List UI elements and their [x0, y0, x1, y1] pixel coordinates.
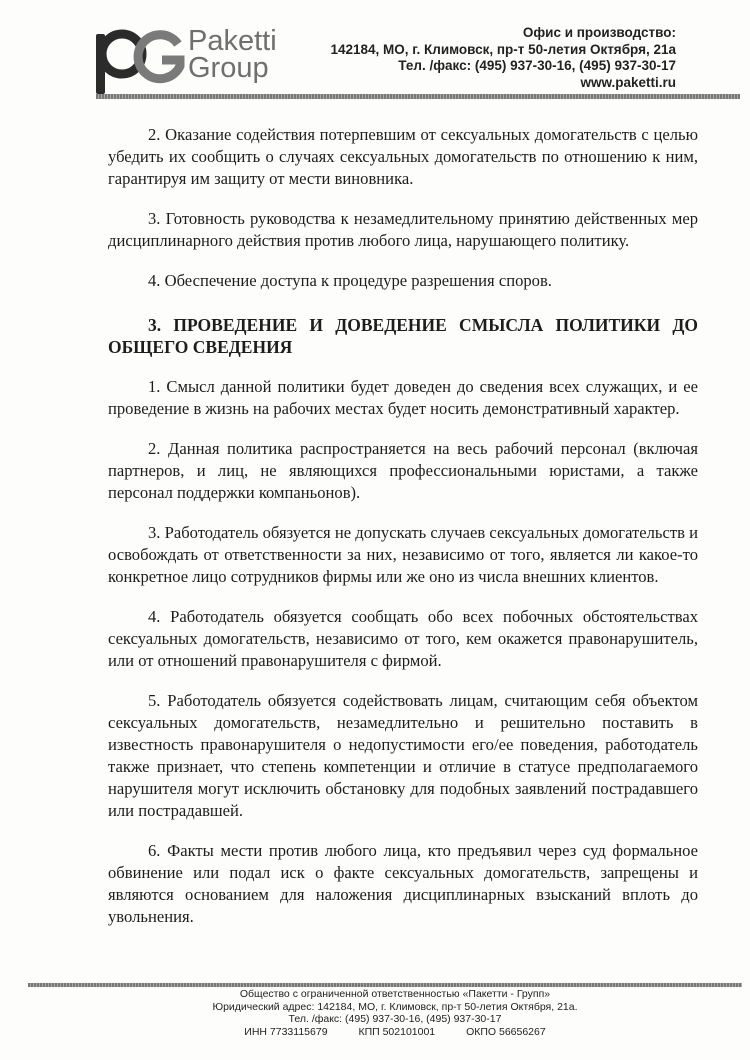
- office-address: 142184, МО, г. Климовск, пр-т 50-летия Октября, 21а: [330, 41, 676, 57]
- office-heading: Офис и производство:: [522, 25, 676, 40]
- logo-pg-mark-icon: [90, 22, 190, 97]
- company-logo: [90, 22, 300, 97]
- section-heading: 3. ПРОВЕДЕНИЕ И ДОВЕДЕНИЕ СМЫСЛА ПОЛИТИКИ ДО ОБЩЕГО СВЕДЕНИЯ: [108, 315, 698, 357]
- section-paragraph-5: 5. Работодатель обязуется содействовать лицам, считающим себя объектом сексуальных домогательств, незамедлительно и решительно поставить в известность правонарушителя о недопустимости его/ее поведения, работодатель также признает, что степень компетенции и отличие в статусе предполагаемого нарушителя могут исключить обстановку для подобных заявлений пострадавшего или пострадавшей.: [108, 691, 698, 820]
- footer-okpo: ОКПО 56656267: [466, 1025, 546, 1038]
- logo-word-paketti: Paketti: [188, 25, 277, 57]
- logo-wordmark: [188, 25, 277, 84]
- section-paragraph-4: 4. Работодатель обязуется сообщать обо всех побочных обстоятельствах сексуальных домогательств, независимо от того, кем окажется правонарушитель, или от отношений правонарушителя с фирмой.: [108, 607, 698, 670]
- paragraph-item-2: 2. Оказание содействия потерпевшим от сексуальных домогательств с целью убедить их сообщить о случаях сексуальных домогательств по отношению к ним, гарантируя им защиту от мести виновника.: [108, 125, 698, 188]
- office-contact-block: [330, 25, 676, 91]
- office-phone: Тел. /факс: (495) 937-30-16, (495) 937-30-17: [398, 58, 676, 73]
- section-paragraph-6: 6. Факты мести против любого лица, кто предъявил через суд формальное обвинение или подал иск о факте сексуальных домогательств, запрещены и являются основанием для наложения дисциплинарных взысканий вплоть до увольнения.: [108, 841, 698, 926]
- header-divider: [96, 94, 740, 99]
- section-paragraph-2: 2. Данная политика распространяется на весь рабочий персонал (включая партнеров, и лиц, не являющихся профессиональными юристами, а также персонал поддержки компаньонов).: [108, 439, 698, 502]
- paragraph-item-3: 3. Готовность руководства к незамедлительному принятию действенных мер дисциплинарного действия против любого лица, нарушающего политику.: [108, 209, 698, 250]
- office-website: www.paketti.ru: [580, 74, 676, 90]
- logo-word-group: Group: [188, 52, 269, 84]
- section-paragraph-3: 3. Работодатель обязуется не допускать случаев сексуальных домогательств и освобождать от ответственности за них, независимо от того, является ли какое-то конкретное лицо сотрудников фирмы или же оно из числа внешних клиентов.: [108, 523, 698, 586]
- document-body: [108, 124, 698, 946]
- section-paragraph-1: 1. Смысл данной политики будет доведен до сведения всех служащих, и ее проведение в жизнь на рабочих местах будет носить демонстративный характер.: [108, 377, 698, 418]
- paragraph-item-4: 4. Обеспечение доступа к процедуре разрешения споров.: [148, 271, 552, 290]
- letterhead: [0, 0, 750, 100]
- footer-inn: ИНН 7733115679: [244, 1025, 328, 1038]
- footer-company-name: Общество с ограниченной ответственностью «Пакетти - Групп»: [239, 988, 551, 1000]
- footer-phone: Тел. /факс: (495) 937-30-16, (495) 937-30-17: [288, 1013, 502, 1025]
- footer-kpp: КПП 502101001: [358, 1025, 436, 1038]
- footer-requisites: [160, 988, 630, 1038]
- footer-ids: [160, 1026, 630, 1039]
- footer-legal-address: Юридический адрес: 142184, МО, г. Климовск, пр-т 50-летия Октября, 21а.: [212, 1000, 578, 1013]
- footer-divider: [28, 983, 742, 987]
